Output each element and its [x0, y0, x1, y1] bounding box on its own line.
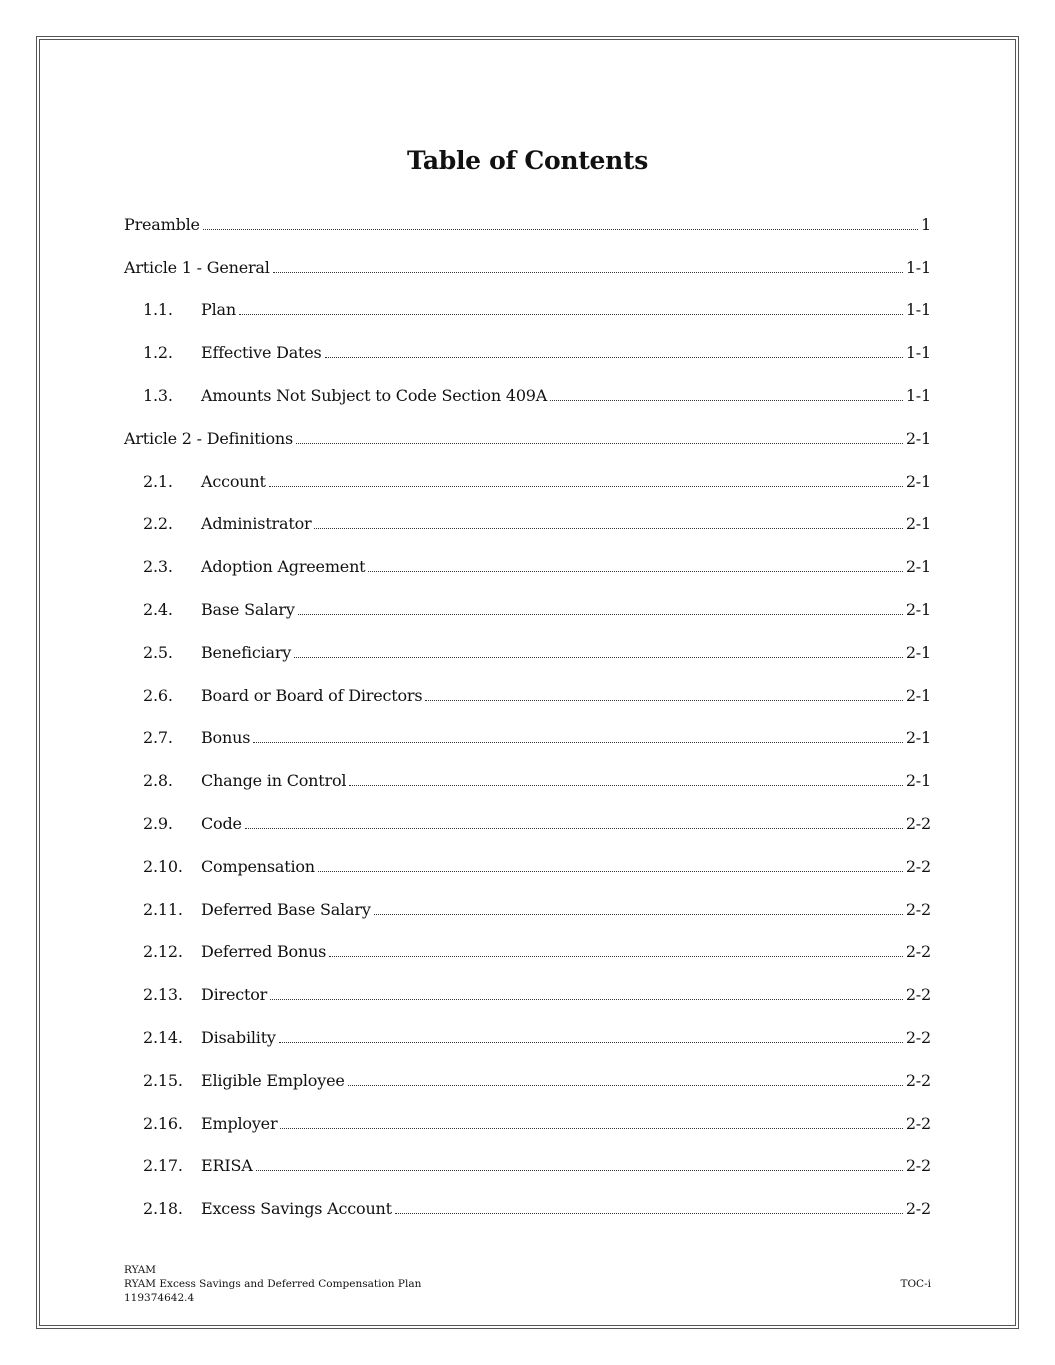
toc-entry-label: Bonus: [201, 728, 251, 748]
toc-entry-page: 1-1: [905, 257, 931, 277]
toc-dot-leader: [314, 528, 902, 529]
toc-entry-label: Preamble: [124, 214, 200, 234]
toc-dot-leader: [395, 1213, 903, 1214]
toc-dot-leader: [425, 700, 902, 701]
toc-entry-label: Board or Board of Directors: [201, 685, 423, 705]
toc-dot-leader: [294, 657, 903, 658]
toc-entry[interactable]: [124, 1016, 931, 1059]
toc-entry-label: Eligible Employee: [201, 1070, 345, 1090]
toc-dot-leader: [318, 871, 903, 872]
toc-entry-label: Director: [201, 985, 268, 1005]
toc-entry-page: 2-2: [905, 814, 931, 834]
toc-entry-number: 2.8.: [143, 771, 173, 791]
toc-entry-number: 2.5.: [143, 642, 173, 662]
toc-entry-label: Article 2 - Definitions: [124, 428, 293, 448]
toc-entry-label: Amounts Not Subject to Code Section 409A: [201, 386, 548, 406]
toc-dot-leader: [374, 914, 903, 915]
toc-entry-label: ERISA: [201, 1156, 253, 1176]
toc-entry-number: 2.16.: [143, 1113, 183, 1133]
toc-entry[interactable]: [124, 374, 931, 417]
toc-entry-label: Base Salary: [201, 600, 295, 620]
toc-entry[interactable]: [124, 845, 931, 888]
toc-entry-number: 2.17.: [143, 1156, 183, 1176]
footer-plan-name: RYAM Excess Savings and Deferred Compensation Plan: [124, 1278, 422, 1290]
toc-entry-number: 2.15.: [143, 1070, 183, 1090]
toc-entry-label: Plan: [201, 300, 236, 320]
toc-entry-number: 2.12.: [143, 942, 183, 962]
toc-entry-page: 1-1: [905, 343, 931, 363]
toc-entry[interactable]: [124, 931, 931, 974]
footer-company: RYAM: [124, 1264, 157, 1276]
toc-entry-page: 2-1: [905, 642, 931, 662]
toc-dot-leader: [298, 614, 903, 615]
toc-entry-label: Deferred Bonus: [201, 942, 327, 962]
toc-entry-page: 2-1: [905, 685, 931, 705]
toc-entry-number: 2.11.: [143, 899, 183, 919]
toc-entry-number: 2.1.: [143, 471, 173, 491]
toc-entry[interactable]: [124, 1102, 931, 1145]
toc-entry-page: 2-1: [905, 728, 931, 748]
toc-entry-number: 2.7.: [143, 728, 173, 748]
toc-dot-leader: [256, 1170, 903, 1171]
toc-entry[interactable]: [124, 973, 931, 1016]
toc-entry-number: 2.14.: [143, 1028, 183, 1048]
page-footer: [124, 1263, 931, 1305]
toc-entry[interactable]: [124, 503, 931, 546]
toc-entry-number: 2.10.: [143, 856, 183, 876]
toc-dot-leader: [280, 1128, 902, 1129]
toc-entry-page: 2-2: [905, 985, 931, 1005]
toc-entry[interactable]: [124, 460, 931, 503]
footer-doc-id: 119374642.4: [124, 1292, 195, 1304]
toc-entry-number: 1.1.: [143, 300, 173, 320]
toc-entry[interactable]: [124, 1145, 931, 1188]
toc-entry-label: Effective Dates: [201, 343, 322, 363]
toc-entry-label: Administrator: [201, 514, 312, 534]
toc-entry-label: Excess Savings Account: [201, 1199, 392, 1219]
toc-entry[interactable]: [124, 203, 931, 246]
toc-dot-leader: [325, 357, 903, 358]
toc-entry-page: 2-1: [905, 557, 931, 577]
toc-entry-page: 2-2: [905, 899, 931, 919]
toc-dot-leader: [203, 229, 918, 230]
toc-entry-label: Article 1 - General: [124, 257, 270, 277]
toc-dot-leader: [269, 486, 903, 487]
toc-entry-label: Compensation: [201, 856, 315, 876]
toc-entry-number: 2.9.: [143, 814, 173, 834]
toc-entry-page: 2-1: [905, 771, 931, 791]
toc-entry[interactable]: [124, 1187, 931, 1230]
toc-dot-leader: [349, 785, 903, 786]
toc-dot-leader: [273, 272, 903, 273]
toc-entry-number: 1.3.: [143, 386, 173, 406]
toc-dot-leader: [550, 400, 903, 401]
toc-entry-number: 2.13.: [143, 985, 183, 1005]
toc-entry-label: Beneficiary: [201, 642, 292, 662]
toc-entry[interactable]: [124, 417, 931, 460]
toc-entry-number: 2.2.: [143, 514, 173, 534]
toc-entry-page: 2-2: [905, 1028, 931, 1048]
toc-entry-label: Account: [201, 471, 266, 491]
toc-dot-leader: [253, 742, 903, 743]
footer-page-label: TOC-i: [900, 1278, 931, 1290]
toc-entry-page: 2-2: [905, 1199, 931, 1219]
toc-entry[interactable]: [124, 1059, 931, 1102]
toc-dot-leader: [245, 828, 903, 829]
toc-entry-page: 2-1: [905, 600, 931, 620]
toc-entry-number: 2.4.: [143, 600, 173, 620]
toc-entry[interactable]: [124, 759, 931, 802]
page-title: Table of Contents: [406, 146, 649, 175]
toc-entry-label: Employer: [201, 1113, 278, 1133]
toc-entry-number: 1.2.: [143, 343, 173, 363]
toc-dot-leader: [368, 571, 902, 572]
toc-entry-page: 1-1: [905, 300, 931, 320]
toc-entry-page: 2-1: [905, 428, 931, 448]
toc-entry[interactable]: [124, 717, 931, 760]
toc-entry-page: 2-1: [905, 514, 931, 534]
toc-entry-page: 2-2: [905, 1156, 931, 1176]
toc-entry[interactable]: [124, 331, 931, 374]
toc-entry-page: 2-2: [905, 942, 931, 962]
toc-entry-page: 2-2: [905, 1113, 931, 1133]
toc-entry-page: 1: [921, 214, 931, 234]
toc-entry[interactable]: [124, 289, 931, 332]
toc-entry-number: 2.3.: [143, 557, 173, 577]
toc-entry[interactable]: [124, 888, 931, 931]
toc-entry-page: 2-1: [905, 471, 931, 491]
toc-entry-label: Deferred Base Salary: [201, 899, 371, 919]
toc-entry-number: 2.6.: [143, 685, 173, 705]
toc-entry-page: 2-2: [905, 856, 931, 876]
toc-entry-number: 2.18.: [143, 1199, 183, 1219]
toc-entry[interactable]: [124, 246, 931, 289]
toc-entry[interactable]: [124, 631, 931, 674]
toc-entry-label: Disability: [201, 1028, 276, 1048]
toc-dot-leader: [329, 956, 903, 957]
table-of-contents: [124, 203, 931, 1230]
toc-entry[interactable]: [124, 545, 931, 588]
toc-dot-leader: [239, 314, 903, 315]
toc-dot-leader: [270, 999, 903, 1000]
toc-entry-label: Code: [201, 814, 242, 834]
toc-dot-leader: [296, 443, 903, 444]
toc-entry[interactable]: [124, 588, 931, 631]
toc-entry[interactable]: [124, 674, 931, 717]
toc-entry-page: 2-2: [905, 1070, 931, 1090]
toc-entry-label: Change in Control: [201, 771, 347, 791]
toc-dot-leader: [279, 1042, 903, 1043]
toc-entry-label: Adoption Agreement: [201, 557, 366, 577]
toc-entry[interactable]: [124, 802, 931, 845]
toc-entry-page: 1-1: [905, 386, 931, 406]
toc-dot-leader: [348, 1085, 903, 1086]
